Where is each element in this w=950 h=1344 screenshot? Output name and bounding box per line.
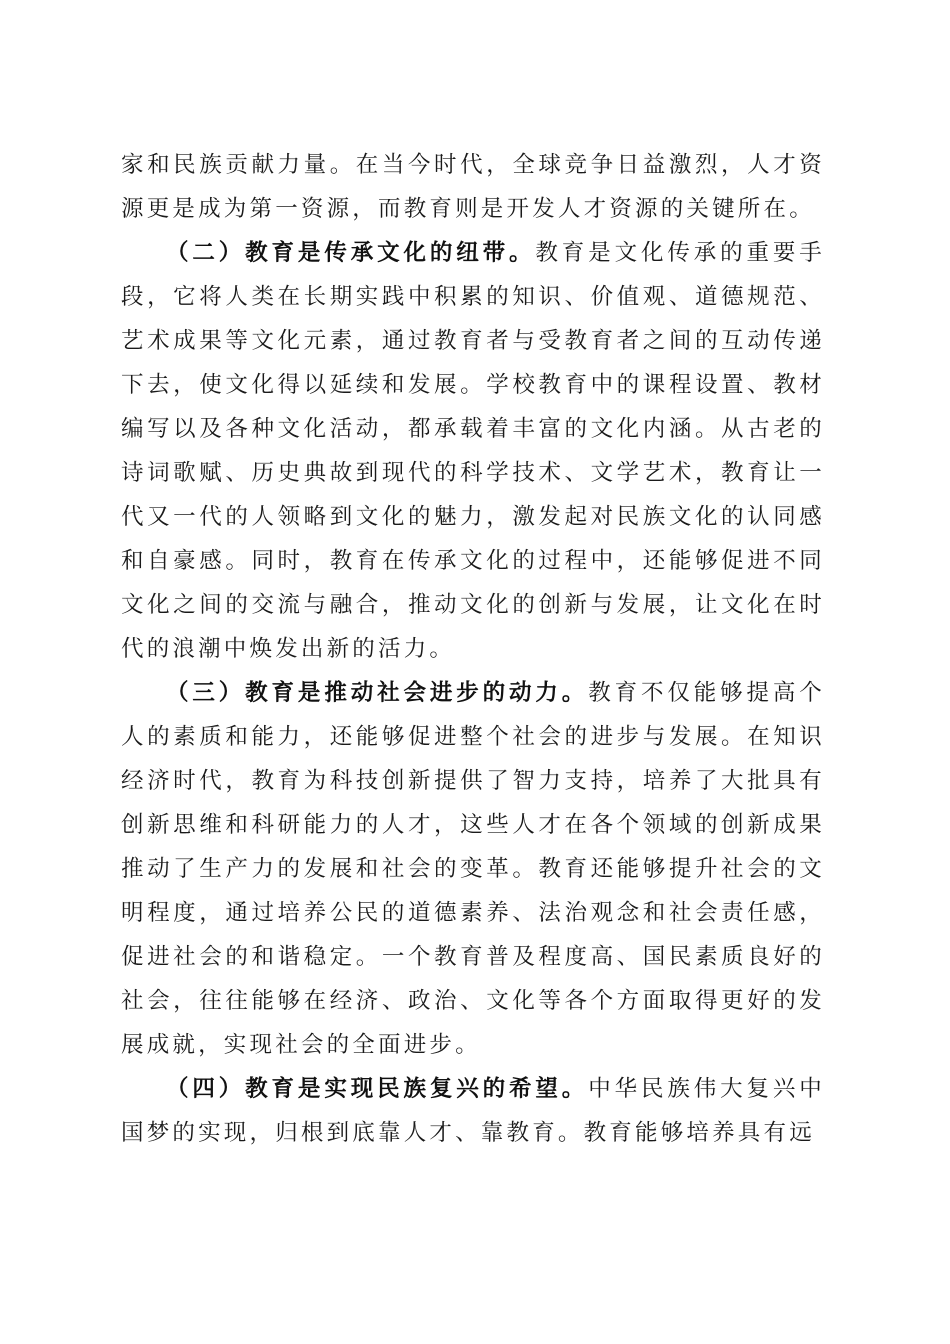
paragraph-heading: （三）教育是推动社会进步的动力。 (166, 680, 589, 706)
paragraph-body: 中华民族伟大复兴中国梦的实现，归根到底靠人才、靠教育。教育能够培养具有远 (121, 1076, 825, 1146)
paragraph-social-progress (121, 671, 825, 1067)
document-body (121, 143, 825, 1155)
paragraph-continued (121, 143, 825, 231)
paragraph-body: 教育不仅能够提高个人的素质和能力，还能够促进整个社会的进步与发展。在知识经济时代，教育为科技创新提供了智力支持，培养了大批具有创新思维和科研能力的人才，这些人才在各个领域的创新成果推动了生产力的发展和社会的变革。教育还能够提升社会的文明程度，通过培养公民的道德素养、法治观念和社会责任感，促进社会的和谐稳定。一个教育普及程度高、国民素质良好的社会，往往能够在经济、政治、文化等各个方面取得更好的发展成就，实现社会的全面进步。 (121, 680, 825, 1058)
paragraph-heading: （二）教育是传承文化的纽带。 (166, 240, 536, 266)
paragraph-culture (121, 231, 825, 671)
paragraph-body: 家和民族贡献力量。在当今时代，全球竞争日益激烈，人才资源更是成为第一资源，而教育则是开发人才资源的关键所在。 (121, 152, 825, 222)
paragraph-national-rejuvenation (121, 1067, 825, 1155)
paragraph-body: 教育是文化传承的重要手段，它将人类在长期实践中积累的知识、价值观、道德规范、艺术成果等文化元素，通过教育者与受教育者之间的互动传递下去，使文化得以延续和发展。学校教育中的课程设置、教材编写以及各种文化活动，都承载着丰富的文化内涵。从古老的诗词歌赋、历史典故到现代的科学技术、文学艺术，教育让一代又一代的人领略到文化的魅力，激发起对民族文化的认同感和自豪感。同时，教育在传承文化的过程中，还能够促进不同文化之间的交流与融合，推动文化的创新与发展，让文化在时代的浪潮中焕发出新的活力。 (121, 240, 825, 662)
paragraph-heading: （四）教育是实现民族复兴的希望。 (166, 1076, 589, 1102)
